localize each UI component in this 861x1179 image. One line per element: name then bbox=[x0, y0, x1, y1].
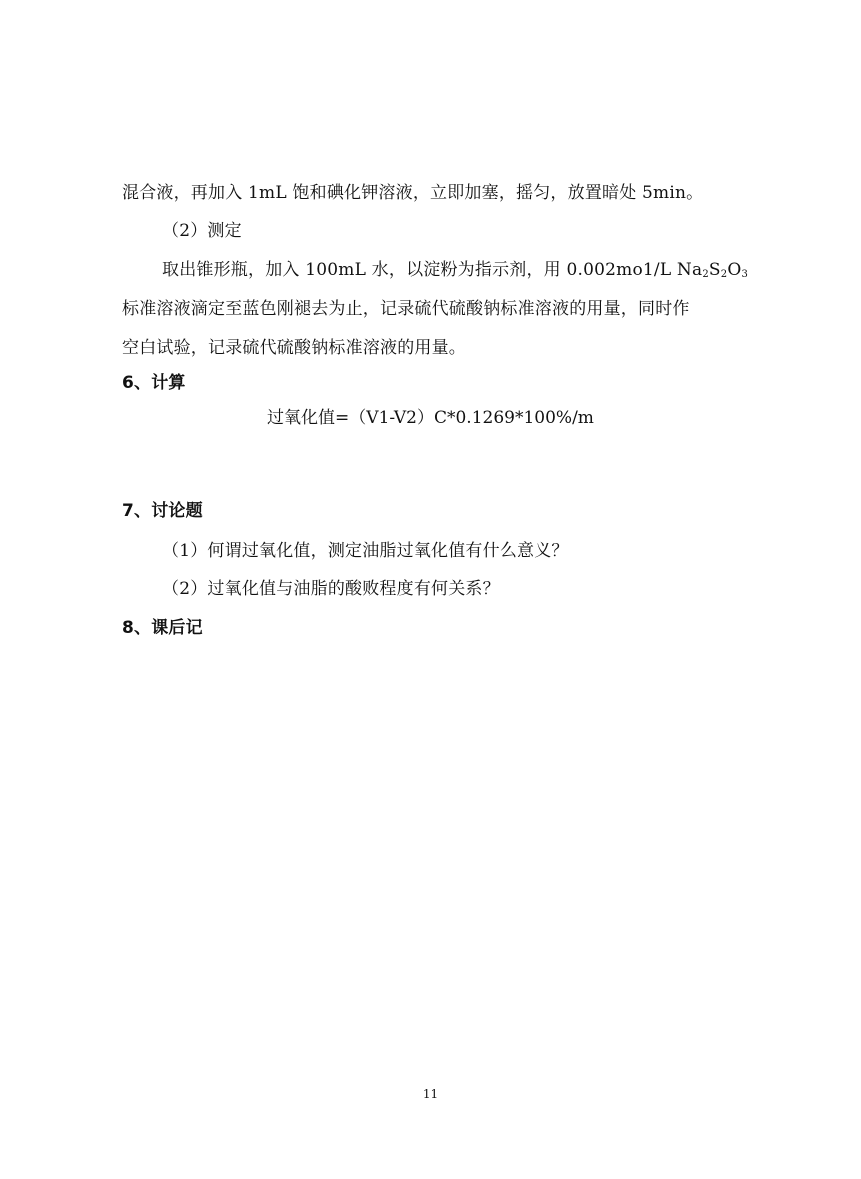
page-number: 11 bbox=[422, 1087, 439, 1101]
step2-line1-mid: S bbox=[708, 260, 721, 280]
step2-line1-sub1: 2 bbox=[702, 269, 709, 280]
step2-line3: 空白试验，记录硫代硫酸钠标准溶液的用量。 bbox=[122, 338, 466, 358]
step2-line1-sub3: 3 bbox=[741, 269, 749, 280]
question-2: （2）过氧化值与油脂的酸败程度有何关系？ bbox=[162, 579, 500, 599]
section7-heading: 7、讨论题 bbox=[122, 501, 203, 521]
step2-line1-mid2: O bbox=[727, 260, 742, 280]
step2-line1-prefix: 取出锥形瓶，加入 100mL 水，以淀粉为指示剂，用 0.002mo1/L Na bbox=[162, 260, 703, 280]
peroxide-formula: 过氧化值=（V1-V2）C*0.1269*100%/m bbox=[267, 408, 594, 428]
step2-title: （2）测定 bbox=[162, 221, 242, 241]
step2-line1-sub2: 2 bbox=[720, 269, 728, 280]
section8-heading: 8、课后记 bbox=[122, 618, 203, 638]
paragraph-continuation: 混合液，再加入 1mL 饱和碘化钾溶液，立即加塞，摇匀，放置暗处 5min。 bbox=[122, 183, 704, 203]
step2-line1 bbox=[162, 259, 802, 286]
section6-heading: 6、计算 bbox=[122, 373, 186, 393]
step2-line2: 标准溶液滴定至蓝色刚褪去为止，记录硫代硫酸钠标准溶液的用量，同时作 bbox=[122, 299, 690, 319]
question-1: （1）何谓过氧化值，测定油脂过氧化值有什么意义？ bbox=[162, 541, 569, 561]
